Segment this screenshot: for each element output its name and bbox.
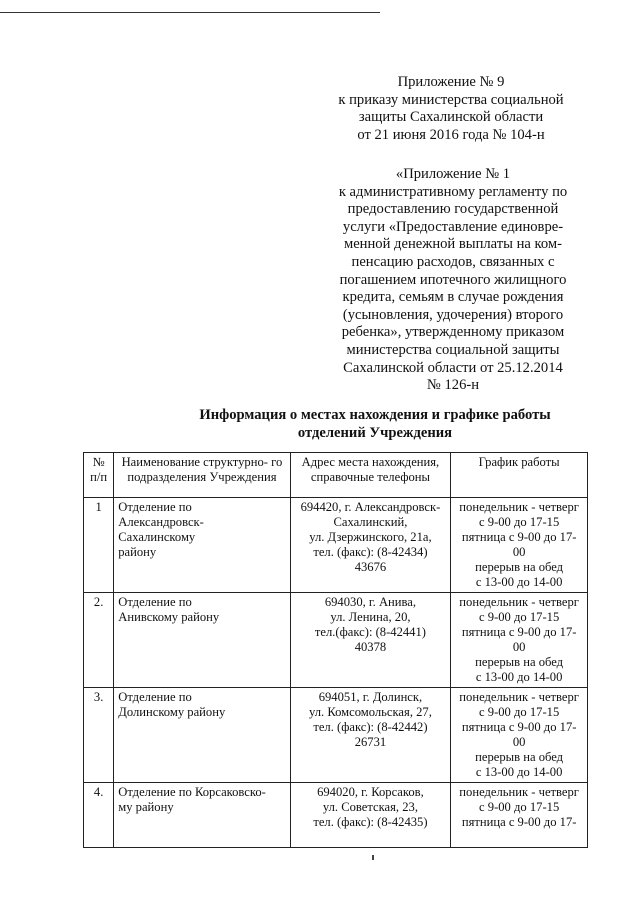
table-header-row bbox=[84, 453, 588, 498]
row-name: Отделение по Корсаковско- му району bbox=[114, 783, 290, 848]
regulation-header bbox=[322, 166, 584, 395]
regulation-line: ребенка», утвержденному приказом bbox=[341, 324, 565, 341]
table-row bbox=[84, 783, 588, 848]
header-schedule: График работы bbox=[451, 453, 588, 498]
regulation-line: погашением ипотечного жилищного bbox=[339, 271, 567, 288]
regulation-line: пенсацию расходов, связанных с bbox=[351, 253, 555, 270]
row-num: 1 bbox=[84, 498, 114, 593]
header-name: Наименование структурно- го подразделения Учреждения bbox=[114, 453, 290, 498]
regulation-line: к административному регламенту по bbox=[338, 183, 568, 200]
row-schedule: понедельник - четверг с 9-00 до 17-15 пятница с 9-00 до 17- 00 перерыв на обед с 13-00 до 14-00 bbox=[451, 498, 588, 593]
header-num: № п/п bbox=[84, 453, 114, 498]
title-line-2: отделений Учреждения bbox=[297, 425, 453, 441]
scan-mark bbox=[372, 855, 374, 860]
row-name: Отделение по Александровск- Сахалинскому району bbox=[114, 498, 290, 593]
title-line-1: Информация о местах нахождения и графике работы bbox=[199, 407, 551, 423]
table-row bbox=[84, 688, 588, 783]
row-schedule: понедельник - четверг с 9-00 до 17-15 пятница с 9-00 до 17- 00 перерыв на обед с 13-00 до 14-00 bbox=[451, 688, 588, 783]
row-num: 3. bbox=[84, 688, 114, 783]
row-address: 694051, г. Долинск, ул. Комсомольская, 27, тел. (факс): (8-42442) 26731 bbox=[290, 688, 451, 783]
table-row bbox=[84, 498, 588, 593]
regulation-line: предоставлению государственной bbox=[347, 201, 559, 218]
regulation-line: менной денежной выплаты на ком- bbox=[343, 236, 563, 253]
appendix-line: к приказу министерства социальной bbox=[338, 91, 564, 108]
regulation-line: министерства социальной защиты bbox=[346, 341, 560, 358]
row-num: 4. bbox=[84, 783, 114, 848]
regulation-line: Сахалинской области от 25.12.2014 bbox=[343, 359, 563, 376]
row-schedule: понедельник - четверг с 9-00 до 17-15 пятница с 9-00 до 17- bbox=[451, 783, 588, 848]
header-address: Адрес места нахождения, справочные телефоны bbox=[290, 453, 451, 498]
row-name: Отделение по Долинскому району bbox=[114, 688, 290, 783]
table-row bbox=[84, 593, 588, 688]
top-rule bbox=[0, 12, 380, 13]
regulation-line: (усыновления, удочерения) второго bbox=[342, 306, 564, 323]
document-title bbox=[150, 406, 600, 442]
regulation-line: «Приложение № 1 bbox=[395, 166, 511, 182]
appendix-line: Приложение № 9 bbox=[397, 74, 505, 90]
appendix-header bbox=[320, 74, 582, 144]
appendix-line: защиты Сахалинской области bbox=[358, 109, 544, 126]
appendix-line: от 21 июня 2016 года № 104-н bbox=[357, 126, 545, 143]
regulation-line: услуги «Предоставление единовре- bbox=[342, 218, 564, 235]
offices-table bbox=[83, 452, 588, 848]
row-address: 694020, г. Корсаков, ул. Советская, 23, тел. (факс): (8-42435) bbox=[290, 783, 451, 848]
row-schedule: понедельник - четверг с 9-00 до 17-15 пятница с 9-00 до 17- 00 перерыв на обед с 13-00 до 14-00 bbox=[451, 593, 588, 688]
regulation-line: № 126-н bbox=[426, 377, 480, 394]
row-name: Отделение по Анивскому району bbox=[114, 593, 290, 688]
row-num: 2. bbox=[84, 593, 114, 688]
row-address: 694030, г. Анива, ул. Ленина, 20, тел.(факс): (8-42441) 40378 bbox=[290, 593, 451, 688]
regulation-line: кредита, семьям в случае рождения bbox=[342, 289, 564, 306]
row-address: 694420, г. Александровск- Сахалинский, ул. Дзержинского, 21а, тел. (факс): (8-42434) 43676 bbox=[290, 498, 451, 593]
